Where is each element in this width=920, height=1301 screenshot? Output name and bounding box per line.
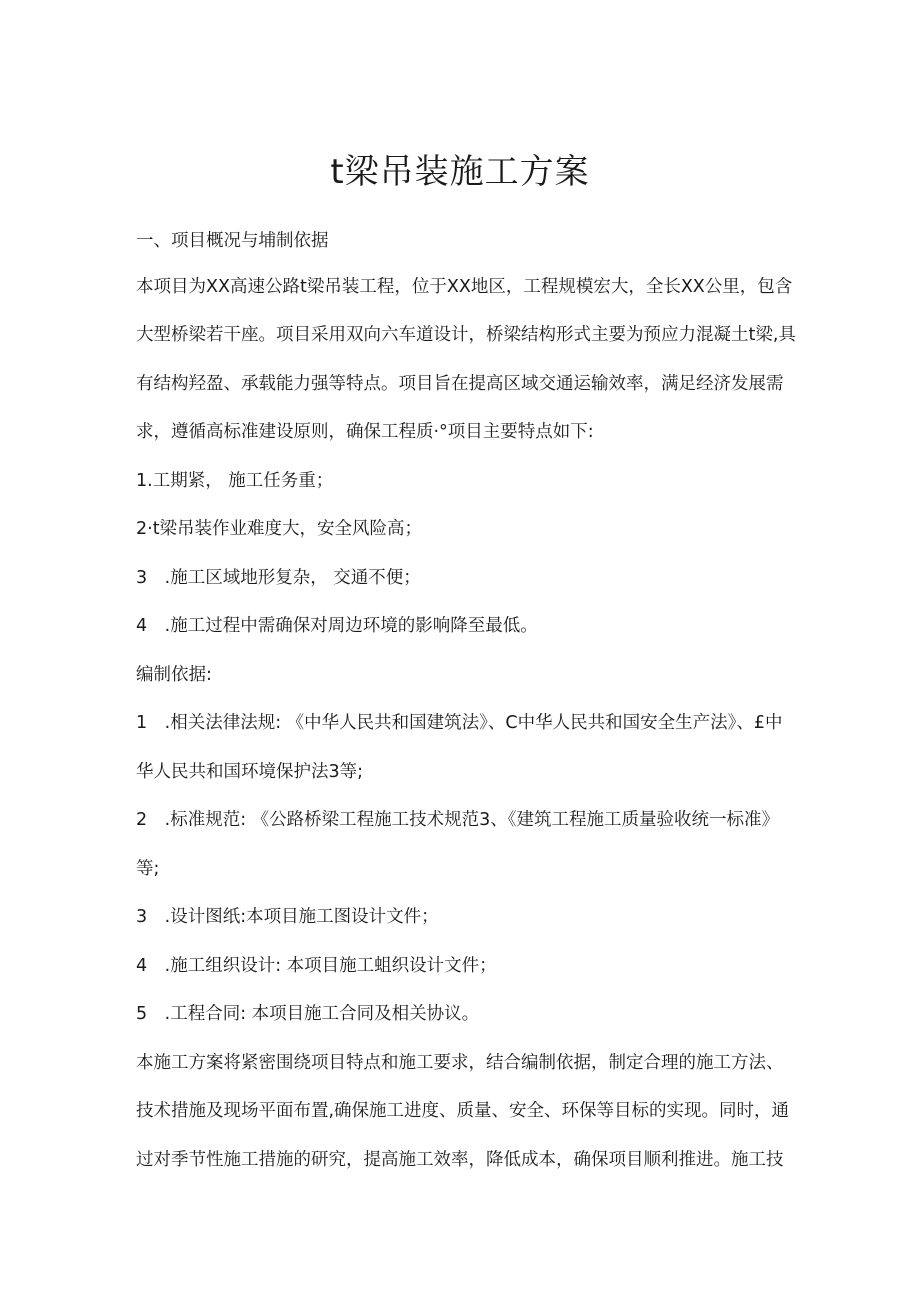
basis-heading: 编制依据: — [136, 665, 212, 685]
basis-item-1-line-2: 华人民共和国环境保护法3等; — [136, 762, 364, 782]
basis-item-2-line-1: 2 .标准规范: 《公路桥梁工程施工技术规范3、《建筑工程施工质量验收统一标准》 — [136, 810, 780, 830]
overview-line-3: 有结构羟盈、承载能力强等特点。项目旨在提高区域交通运输效率，满足经济发展需 — [136, 374, 784, 394]
closing-line-2: 技术措施及现场平面布置,确保施工进度、质量、安全、环保等目标的实现。同时，通 — [136, 1101, 790, 1121]
feature-item-2: 2·t梁吊装作业难度大，安全风险高； — [136, 519, 423, 539]
basis-item-1-line-1: 1 .相关法律法规: 《中华人民共和国建筑法》、C中华人民共和国安全生产法》、£中 — [136, 713, 783, 733]
document-title: t梁吊装施工方案 — [330, 152, 590, 192]
feature-item-4: 4 .施工过程中需确保对周边环境的影响降至最低。 — [136, 616, 538, 636]
basis-item-2-line-2: 等; — [136, 859, 160, 879]
closing-line-3: 过对季节性施工措施的研究，提高施工效率，降低成本，确保项目顺利推进。施工技 — [136, 1150, 784, 1170]
basis-item-5: 5 .工程合同: 本项目施工合同及相关协议。 — [136, 1004, 480, 1024]
basis-item-3: 3 .设计图纸:本项目施工图设计文件； — [136, 907, 439, 927]
overview-line-2: 大型桥梁若干座。项目采用双向六车道设计，桥梁结构形式主要为预应力混凝土t梁,具 — [136, 325, 796, 345]
section-heading: 一、项目概况与埔制依据 — [136, 231, 329, 251]
overview-line-4: 求，遵循高标准建设原则，确保工程质·°项目主要特点如下: — [136, 422, 594, 442]
closing-line-1: 本施工方案将紧密围绕项目特点和施工要求，结合编制依据，制定合理的施工方法、 — [136, 1053, 784, 1073]
overview-line-1: 本项目为XX高速公路t梁吊装工程，位于XX地区，工程规模宏大，全长XX公里，包含 — [136, 277, 793, 297]
feature-item-1: 1.工期紧， 施工任务重； — [136, 471, 334, 491]
feature-item-3: 3 .施工区域地形复杂， 交通不便； — [136, 568, 421, 588]
basis-item-4: 4 .施工组织设计: 本项目施工蛆织设计文件； — [136, 956, 497, 976]
